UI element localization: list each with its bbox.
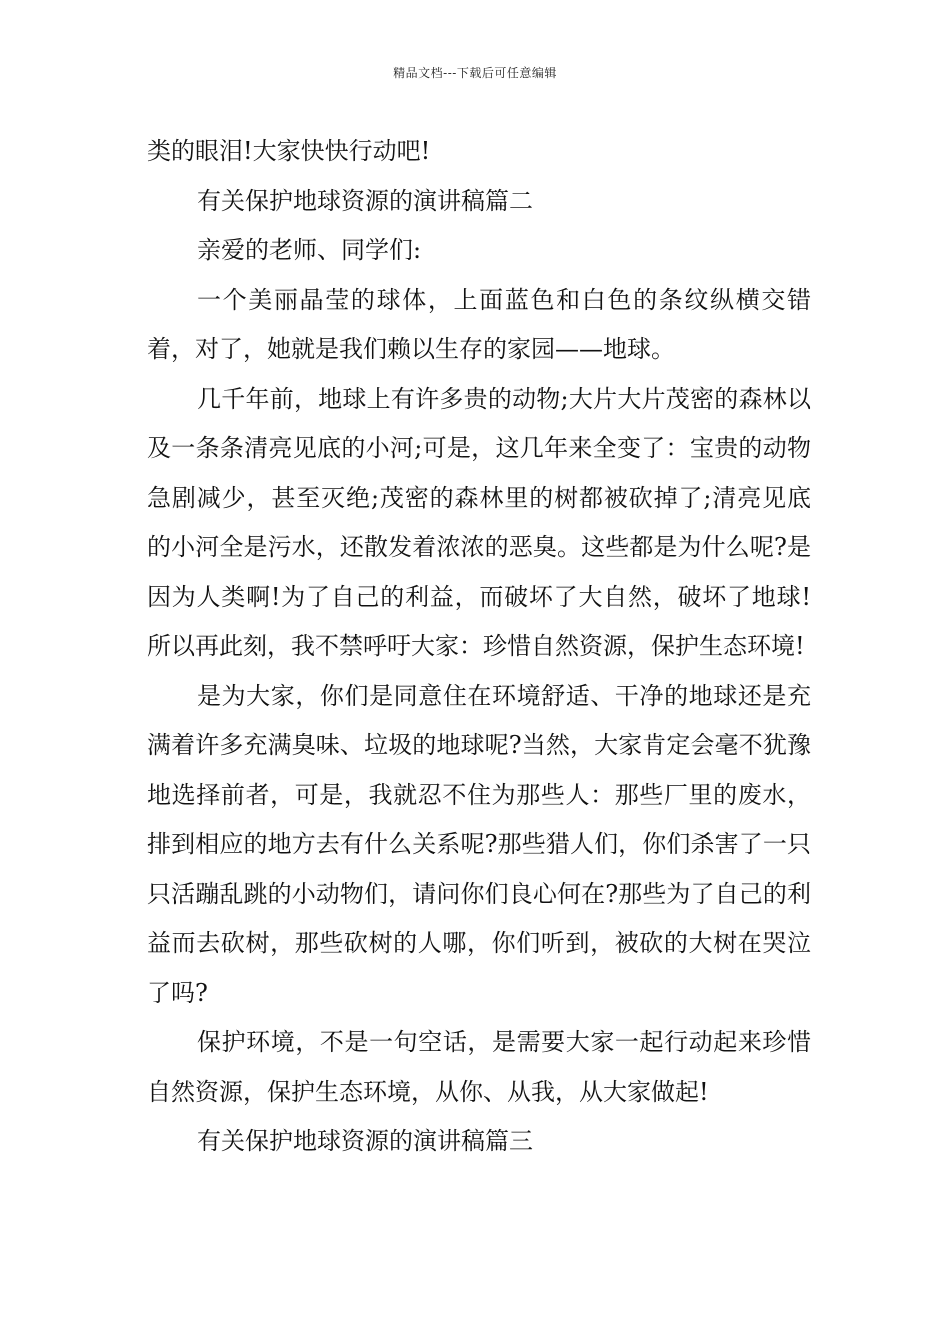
document-body: [147, 127, 811, 1167]
paragraph-question: 是为大家，你们是同意住在环境舒适、干净的地球还是充满着许多充满臭味、垃圾的地球呢?当然，大家肯定会毫不犹豫地选择前者，可是，我就忍不住为那些人：那些厂里的废水，排到相应的地方去有什么关系呢?那些猎人们，你们杀害了一只只活蹦乱跳的小动物们，请问你们良心何在?那些为了自己的利益而去砍树，那些砍树的人哪，你们听到，被砍的大树在哭泣了吗?: [147, 681, 811, 1007]
salutation: 亲爱的老师、同学们:: [197, 236, 422, 264]
paragraph-intro: 一个美丽晶莹的球体，上面蓝色和白色的条纹纵横交错着，对了，她就是我们赖以生存的家园——地球。: [147, 285, 811, 363]
paragraph-past-and-present: 几千年前，地球上有许多贵的动物;大片大片茂密的森林以及一条条清亮见底的小河;可是，这几年来全变了：宝贵的动物急剧减少，甚至灭绝;茂密的森林里的树都被砍掉了;清亮见底的小河全是污水，还散发着浓浓的恶臭。这些都是为什么呢?是因为人类啊!为了自己的利益，而破坏了大自然，破坏了地球!所以再此刻，我不禁呼吁大家：珍惜自然资源，保护生态环境!: [147, 384, 811, 660]
paragraph-1: 类的眼泪!大家快快行动吧!: [147, 137, 431, 165]
section-heading-3: 有关保护地球资源的演讲稿篇三: [197, 1127, 533, 1155]
paragraph-call-to-action: 保护环境，不是一句空话，是需要大家一起行动起来珍惜自然资源，保护生态环境，从你、从我，从大家做起!: [147, 1028, 811, 1106]
section-heading-2: 有关保护地球资源的演讲稿篇二: [197, 186, 533, 215]
page-header: 精品文档---下载后可任意编辑: [393, 66, 557, 80]
